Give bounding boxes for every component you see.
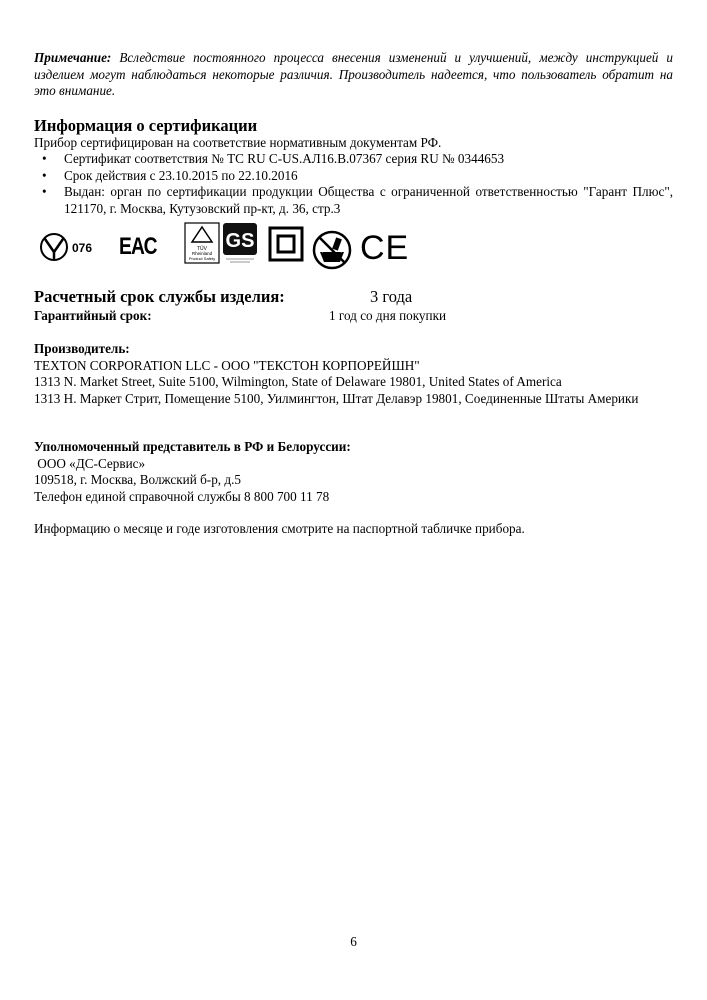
note-label: Примечание: xyxy=(34,50,112,65)
issuer-item: • Выдан: орган по сертификации продукции Общества с ограниченной ответственностью "Гарант Плюс", 121170, г. Москва, Кутузовский пр-кт, д. 36, стр.3 xyxy=(34,184,673,217)
manufacture-date-note: Информацию о месяце и годе изготовления смотрите на паспортной табличке прибора. xyxy=(34,521,525,536)
warranty-label: Гарантийный срок: xyxy=(34,308,152,323)
note-paragraph xyxy=(34,50,673,100)
page-number: 6 xyxy=(350,934,357,949)
warranty-value: 1 год со дня покупки xyxy=(329,308,447,323)
service-life-label: Расчетный срок службы изделия: xyxy=(34,287,285,306)
gs-mark-icon xyxy=(222,222,258,264)
double-insulation-icon xyxy=(268,226,304,262)
note-text: Вследствие постоянного процесса внесения изменений и улучшений, между инструкцией и изделием могут наблюдаться некоторые различия. Производитель надеется, что пользователь обратит на это внимание. xyxy=(34,50,673,98)
representative-section xyxy=(34,439,673,505)
manufacturer-heading: Производитель: xyxy=(34,341,130,356)
representative-name: ООО «ДС-Сервис» xyxy=(34,455,146,471)
manufacturer-address-en: 1313 N. Market Street, Suite 5100, Wilmington, State of Delaware 19801, United States of America xyxy=(34,374,562,389)
service-life-value: 3 года xyxy=(370,287,413,306)
service-life-row xyxy=(34,289,673,307)
gs-label: GS xyxy=(225,230,255,252)
ukraine-conformity-icon xyxy=(38,230,100,264)
eac-mark-icon: ЕАС xyxy=(119,233,157,260)
product-safety-label: Product Safety xyxy=(188,256,216,261)
manufacturer-name: TEXTON CORPORATION LLC - ООО "ТЕКСТОН КОРПОРЕЙШН" xyxy=(34,357,420,373)
certification-list xyxy=(34,151,673,217)
validity-period-item: • Срок действия с 23.10.2015 по 22.10.2016 xyxy=(34,168,673,185)
no-water-immersion-icon xyxy=(312,230,352,270)
ce-mark-icon: CE xyxy=(360,229,410,267)
manufacturer-address-ru: 1313 Н. Маркет Стрит, Помещение 5100, Уилмингтон, Штат Делавэр 19801, Соединенные Штаты Америки xyxy=(34,390,639,406)
certification-title: Информация о сертификации xyxy=(34,116,258,135)
representative-phone: Телефон единой справочной службы 8 800 700 11 78 xyxy=(34,488,330,504)
tuv-label: TÜV xyxy=(197,246,207,252)
tuv-rheinland-icon xyxy=(184,222,220,264)
representative-heading: Уполномоченный представитель в РФ и Белоруссии: xyxy=(34,439,351,454)
certification-intro: Прибор сертифицирован на соответствие нормативным документам РФ. xyxy=(34,135,442,150)
certification-logos xyxy=(34,216,424,276)
certificate-number-item: • Сертификат соответствия № ТС RU C-US.АЛ16.В.07367 серия RU № 0344653 xyxy=(34,151,673,168)
document-page xyxy=(34,0,673,1000)
rheinland-label: Rheinland xyxy=(191,251,213,256)
ukraine-code-label: 076 xyxy=(72,241,93,255)
manufacturer-section xyxy=(34,341,673,407)
representative-address: 109518, г. Москва, Волжский б-р, д.5 xyxy=(34,472,241,487)
warranty-row xyxy=(34,308,673,325)
